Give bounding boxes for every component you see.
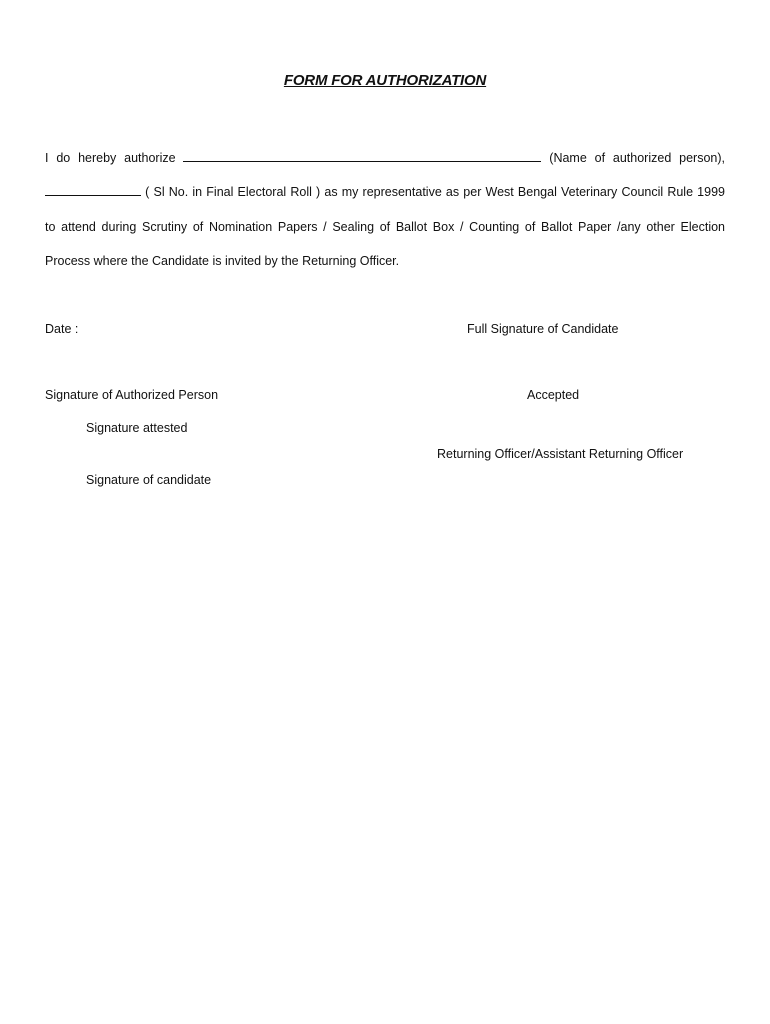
authorized-signature-label: Signature of Authorized Person	[45, 388, 219, 402]
signature-attested-label: Signature attested	[86, 421, 188, 435]
paragraph-line-4-text: Process where the Candidate is invited by the Returning Officer.	[45, 254, 400, 268]
returning-officer-label: Returning Officer/Assistant Returning Officer	[437, 447, 684, 461]
paragraph-line-3-text: to attend during Scrutiny of Nomination Papers / Sealing of Ballot Box / Counting of Ballot Paper /any other Election	[45, 220, 725, 234]
date-label: Date :	[45, 322, 79, 336]
full-signature-label: Full Signature of Candidate	[467, 322, 619, 336]
serial-number-blank	[45, 184, 141, 196]
form-title: FORM FOR AUTHORIZATION	[283, 72, 487, 89]
name-of-authorized-person-text: (Name of authorized person),	[549, 151, 725, 165]
accepted-label: Accepted	[527, 388, 580, 402]
paragraph-line-2	[45, 184, 725, 200]
authorized-person-name-blank	[183, 150, 541, 162]
paragraph-line-1	[45, 150, 725, 166]
paragraph-line-3	[45, 219, 725, 235]
serial-number-text: ( Sl No. in Final Electoral Roll ) as my representative as per West Bengal Veterinary Council Rule 1999	[145, 185, 725, 199]
paragraph-line-4	[45, 253, 725, 269]
authorize-text: I do hereby authorize	[45, 151, 176, 165]
candidate-signature-label: Signature of candidate	[86, 473, 212, 487]
